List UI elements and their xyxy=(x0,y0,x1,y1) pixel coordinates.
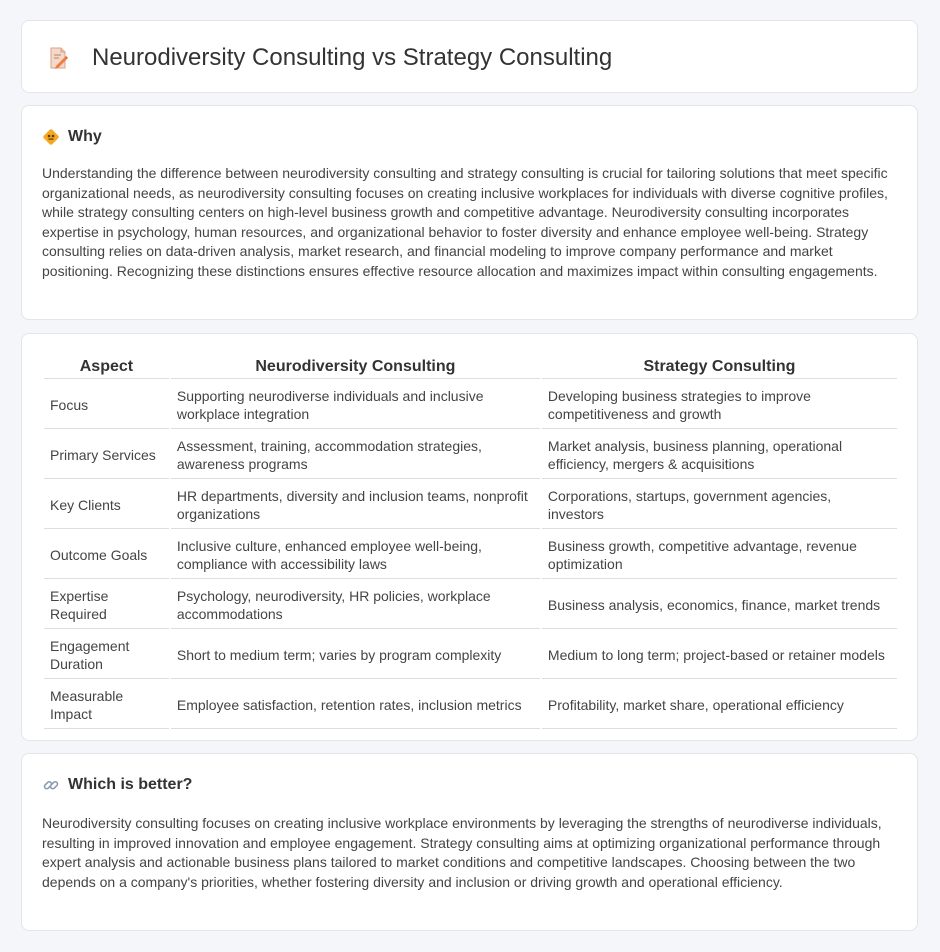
aspect-cell: Key Clients xyxy=(44,481,169,529)
strategy-cell: Business analysis, economics, finance, market trends xyxy=(542,581,897,629)
comparison-section xyxy=(21,333,918,741)
comparison-table xyxy=(42,352,899,731)
document-pencil-icon xyxy=(46,46,70,70)
table-row xyxy=(44,381,897,429)
aspect-cell: Measurable Impact xyxy=(44,681,169,729)
table-row xyxy=(44,431,897,479)
better-text: Neurodiversity consulting focuses on creating inclusive workplace environments by leveraging the strengths of neurodiverse individuals, resulting in improved innovation and employee engagement. Strategy consulting aims at optimizing organizational performance through expert analysis and actionable business plans tailored to market conditions and competitive landscapes. Choosing between the two depends on a company's priorities, whether fostering diversity and inclusion or driving growth and operational efficiency. xyxy=(42,815,882,890)
neurodiversity-cell: Short to medium term; varies by program complexity xyxy=(171,631,540,679)
table-row xyxy=(44,631,897,679)
neurodiversity-cell: Assessment, training, accommodation strategies, awareness programs xyxy=(171,431,540,479)
strategy-cell: Market analysis, business planning, operational efficiency, mergers & acquisitions xyxy=(542,431,897,479)
table-row xyxy=(44,481,897,529)
better-heading: Which is better? xyxy=(68,776,193,793)
why-heading-row xyxy=(42,126,102,148)
neurodiversity-cell: Psychology, neurodiversity, HR policies, workplace accommodations xyxy=(171,581,540,629)
neurodiversity-cell: Employee satisfaction, retention rates, inclusion metrics xyxy=(171,681,540,729)
neurodiversity-cell: HR departments, diversity and inclusion teams, nonprofit organizations xyxy=(171,481,540,529)
page-title: Neurodiversity Consulting vs Strategy Consulting xyxy=(92,44,613,71)
why-section xyxy=(21,105,918,320)
diamond-sign-icon xyxy=(42,128,60,146)
aspect-cell: Outcome Goals xyxy=(44,531,169,579)
strategy-cell: Profitability, market share, operational efficiency xyxy=(542,681,897,729)
link-icon xyxy=(42,776,60,794)
header-aspect: Aspect xyxy=(44,354,169,379)
table-row xyxy=(44,581,897,629)
title-card xyxy=(21,20,918,93)
table-header-row xyxy=(44,354,897,379)
why-heading: Why xyxy=(68,128,102,145)
table-row xyxy=(44,531,897,579)
strategy-cell: Business growth, competitive advantage, revenue optimization xyxy=(542,531,897,579)
aspect-cell: Engagement Duration xyxy=(44,631,169,679)
aspect-cell: Expertise Required xyxy=(44,581,169,629)
header-strategy: Strategy Consulting xyxy=(542,354,897,379)
which-is-better-section xyxy=(21,753,918,931)
aspect-cell: Primary Services xyxy=(44,431,169,479)
table-row xyxy=(44,681,897,729)
better-heading-row xyxy=(42,774,192,796)
neurodiversity-cell: Inclusive culture, enhanced employee well-being, compliance with accessibility laws xyxy=(171,531,540,579)
neurodiversity-cell: Supporting neurodiverse individuals and inclusive workplace integration xyxy=(171,381,540,429)
aspect-cell: Focus xyxy=(44,381,169,429)
strategy-cell: Medium to long term; project-based or retainer models xyxy=(542,631,897,679)
why-text: Understanding the difference between neurodiversity consulting and strategy consulting is crucial for tailoring solutions that meet specific organizational needs, as neurodiversity consulting focuses on creating inclusive workplaces for individuals with diverse cognitive profiles, while strategy consulting centers on high-level business growth and competitive advantage. Neurodiversity consulting incorporates expertise in psychology, human resources, and organizational behavior to foster diversity and enhance employee well-being. Strategy consulting relies on data-driven analysis, market research, and financial modeling to improve company performance and market positioning. Recognizing these distinctions ensures effective resource allocation and maximizes impact within consulting engagements. xyxy=(42,165,888,279)
header-neurodiversity: Neurodiversity Consulting xyxy=(171,354,540,379)
strategy-cell: Corporations, startups, government agencies, investors xyxy=(542,481,897,529)
strategy-cell: Developing business strategies to improve competitiveness and growth xyxy=(542,381,897,429)
